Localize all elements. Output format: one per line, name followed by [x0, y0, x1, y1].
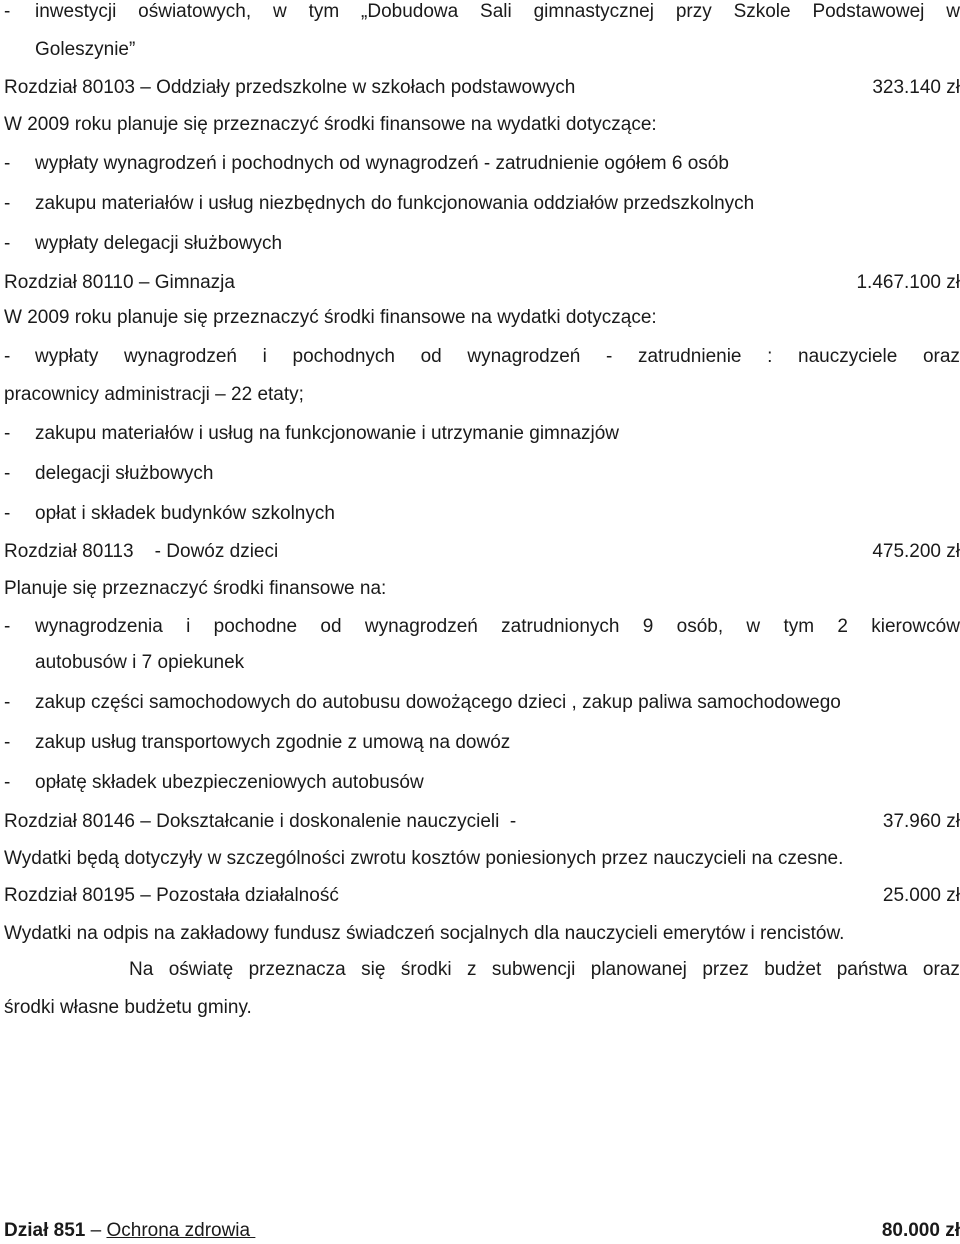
- list-item-text: wypłaty delegacji służbowych: [35, 233, 283, 254]
- list-item: [4, 692, 960, 716]
- word: wypłaty: [35, 346, 99, 367]
- word: i: [186, 616, 191, 637]
- list-item-text: [35, 346, 960, 370]
- word: w: [946, 1, 960, 22]
- list-item: [4, 193, 960, 217]
- list-item-text: wypłaty wynagrodzeń i pochodnych od wynagrodzeń - zatrudnienie ogółem 6 osób: [35, 153, 729, 174]
- word: gimnastycznej: [533, 1, 654, 22]
- list-item-text: zakup usług transportowych zgodnie z umową na dowóz: [35, 732, 511, 753]
- section-intro: W 2009 roku planuje się przeznaczyć środki finansowe na wydatki dotyczące:: [4, 114, 657, 135]
- word: inwestycji: [35, 1, 117, 22]
- dzial-title: [4, 1220, 255, 1244]
- list-item: [4, 616, 960, 640]
- section-text: Wydatki będą dotyczyły w szczególności zwrotu kosztów poniesionych przez nauczycieli na czesne.: [4, 848, 844, 869]
- section-header-80103: [4, 77, 960, 101]
- list-dash: -: [4, 1, 11, 22]
- list-dash: -: [4, 692, 11, 713]
- word: wynagrodzeń: [123, 346, 238, 367]
- word: środki: [400, 959, 452, 980]
- section-amount: 37.960 zł: [882, 811, 960, 832]
- list-dash: -: [4, 423, 11, 444]
- dzial-851-header: [4, 1220, 960, 1244]
- word: wynagrodzeń: [467, 346, 581, 367]
- word: Sali: [480, 1, 512, 22]
- word: 2: [837, 616, 848, 637]
- list-item-continuation: Goleszynie”: [35, 39, 136, 60]
- word: wynagrodzenia: [35, 616, 163, 637]
- word: od: [420, 346, 442, 367]
- list-item-text: opłat i składek budynków szkolnych: [35, 503, 335, 524]
- dzial-dash: –: [90, 1220, 102, 1241]
- word: od: [320, 616, 342, 637]
- list-item-continuation: autobusów i 7 opiekunek: [35, 652, 245, 673]
- word: z: [466, 959, 477, 980]
- list-item: [4, 423, 960, 447]
- list-item: [4, 233, 960, 257]
- list-item-text: [35, 616, 960, 640]
- list-dash: -: [4, 616, 11, 637]
- word: „Dobudowa: [361, 1, 459, 22]
- section-header-80113: [4, 541, 960, 565]
- word: i: [262, 346, 267, 367]
- section-title: Rozdział 80110 – Gimnazja: [4, 272, 235, 293]
- word: 9: [642, 616, 654, 637]
- word: oświatę: [168, 959, 234, 980]
- section-amount: 25.000 zł: [882, 885, 960, 906]
- list-item-text: zakup części samochodowych do autobusu dowożącego dzieci , zakup paliwa samochodowego: [35, 692, 841, 713]
- list-item: [4, 772, 960, 796]
- section-title: Rozdział 80113 - Dowóz dzieci: [4, 541, 279, 562]
- dzial-label: Dział 851: [4, 1220, 86, 1241]
- section-header-80146: [4, 811, 960, 835]
- section-header-80195: [4, 885, 960, 909]
- word: budżet: [764, 959, 822, 980]
- list-item-continuation: pracownicy administracji – 22 etaty;: [4, 384, 304, 405]
- section-intro: W 2009 roku planuje się przeznaczyć środki finansowe na wydatki dotyczące:: [4, 307, 657, 328]
- word: w: [746, 616, 761, 637]
- dzial-name: Ochrona zdrowia: [106, 1220, 256, 1241]
- closing-paragraph-first-line: [4, 959, 960, 983]
- list-item: [4, 153, 960, 177]
- list-dash: -: [4, 772, 11, 793]
- section-text: Wydatki na odpis na zakładowy fundusz świadczeń socjalnych dla nauczycieli emerytów i rencistów.: [4, 923, 845, 944]
- word: pochodne: [213, 616, 298, 637]
- word: subwencji: [491, 959, 576, 980]
- word: tym: [308, 1, 340, 22]
- list-item-text: zakupu materiałów i usług niezbędnych do funkcjonowania oddziałów przedszkolnych: [35, 193, 755, 214]
- word: przez: [702, 959, 749, 980]
- list-item-investments: [4, 1, 960, 25]
- word: tym: [783, 616, 815, 637]
- list-item: [4, 463, 960, 487]
- list-dash: -: [4, 732, 11, 753]
- word: zatrudnienie: [637, 346, 742, 367]
- list-item-text: zakupu materiałów i usług na funkcjonowanie i utrzymanie gimnazjów: [35, 423, 620, 444]
- word: państwa: [836, 959, 908, 980]
- list-item-text: opłatę składek ubezpieczeniowych autobusów: [35, 772, 424, 793]
- word: przy: [675, 1, 712, 22]
- word: oraz: [922, 959, 960, 980]
- list-item: [4, 732, 960, 756]
- section-amount: 475.200 zł: [872, 541, 960, 562]
- word: zatrudnionych: [501, 616, 620, 637]
- list-item-text: [35, 1, 960, 25]
- word: kierowców: [871, 616, 960, 637]
- list-dash: -: [4, 346, 11, 367]
- word: wynagrodzeń: [364, 616, 478, 637]
- word: w: [273, 1, 287, 22]
- list-dash: -: [4, 233, 11, 254]
- section-amount: 323.140 zł: [872, 77, 960, 98]
- word: -: [606, 346, 613, 367]
- word: planowanej: [590, 959, 687, 980]
- list-dash: -: [4, 193, 11, 214]
- section-header-80110: [4, 272, 960, 296]
- word: oświatowych,: [138, 1, 252, 22]
- list-item: [4, 346, 960, 370]
- word: Na: [129, 959, 154, 980]
- closing-paragraph-continuation: środki własne budżetu gminy.: [4, 997, 252, 1018]
- word: pochodnych: [292, 346, 395, 367]
- list-dash: -: [4, 503, 11, 524]
- word: przeznacza: [248, 959, 346, 980]
- word: się: [361, 959, 386, 980]
- word: Podstawowej: [812, 1, 925, 22]
- section-title: Rozdział 80146 – Dokształcanie i doskonalenie nauczycieli -: [4, 811, 517, 832]
- word: osób,: [676, 616, 724, 637]
- list-dash: -: [4, 153, 11, 174]
- word: oraz: [922, 346, 960, 367]
- section-intro: Planuje się przeznaczyć środki finansowe na:: [4, 578, 387, 599]
- list-item: [4, 503, 960, 527]
- word: Szkole: [733, 1, 791, 22]
- section-title: Rozdział 80195 – Pozostała działalność: [4, 885, 339, 906]
- word: nauczyciele: [798, 346, 898, 367]
- section-amount: 1.467.100 zł: [856, 272, 960, 293]
- word: :: [767, 346, 773, 367]
- list-dash: -: [4, 463, 11, 484]
- dzial-amount: 80.000 zł: [881, 1220, 960, 1241]
- list-item-text: delegacji służbowych: [35, 463, 214, 484]
- section-title: Rozdział 80103 – Oddziały przedszkolne w szkołach podstawowych: [4, 77, 576, 98]
